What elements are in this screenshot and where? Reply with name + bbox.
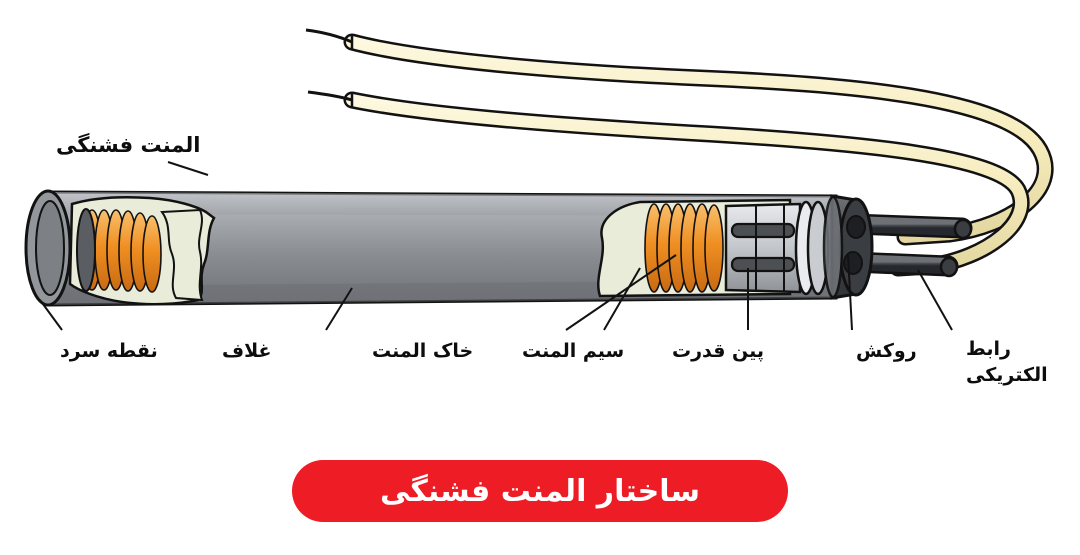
label-element-wire: سیم المنت (522, 340, 625, 362)
end-cap-coating (824, 196, 872, 298)
title-banner-text: ساختار المنت فشنگی (380, 473, 700, 509)
label-sheath: غلاف (222, 340, 272, 362)
label-electrical-connector-line2: الکتریکی (966, 364, 1048, 386)
label-cold-point: نقطه سرد (60, 340, 158, 362)
label-element-title: المنت فشنگی (56, 133, 201, 157)
left-cutaway (70, 197, 214, 304)
label-element-soil: خاک المنت (372, 340, 474, 362)
label-power-pin: پین قدرت (672, 340, 765, 362)
title-banner (292, 460, 788, 522)
label-coating: روکش (856, 340, 917, 362)
label-electrical-connector-line1: رابط (966, 338, 1011, 360)
